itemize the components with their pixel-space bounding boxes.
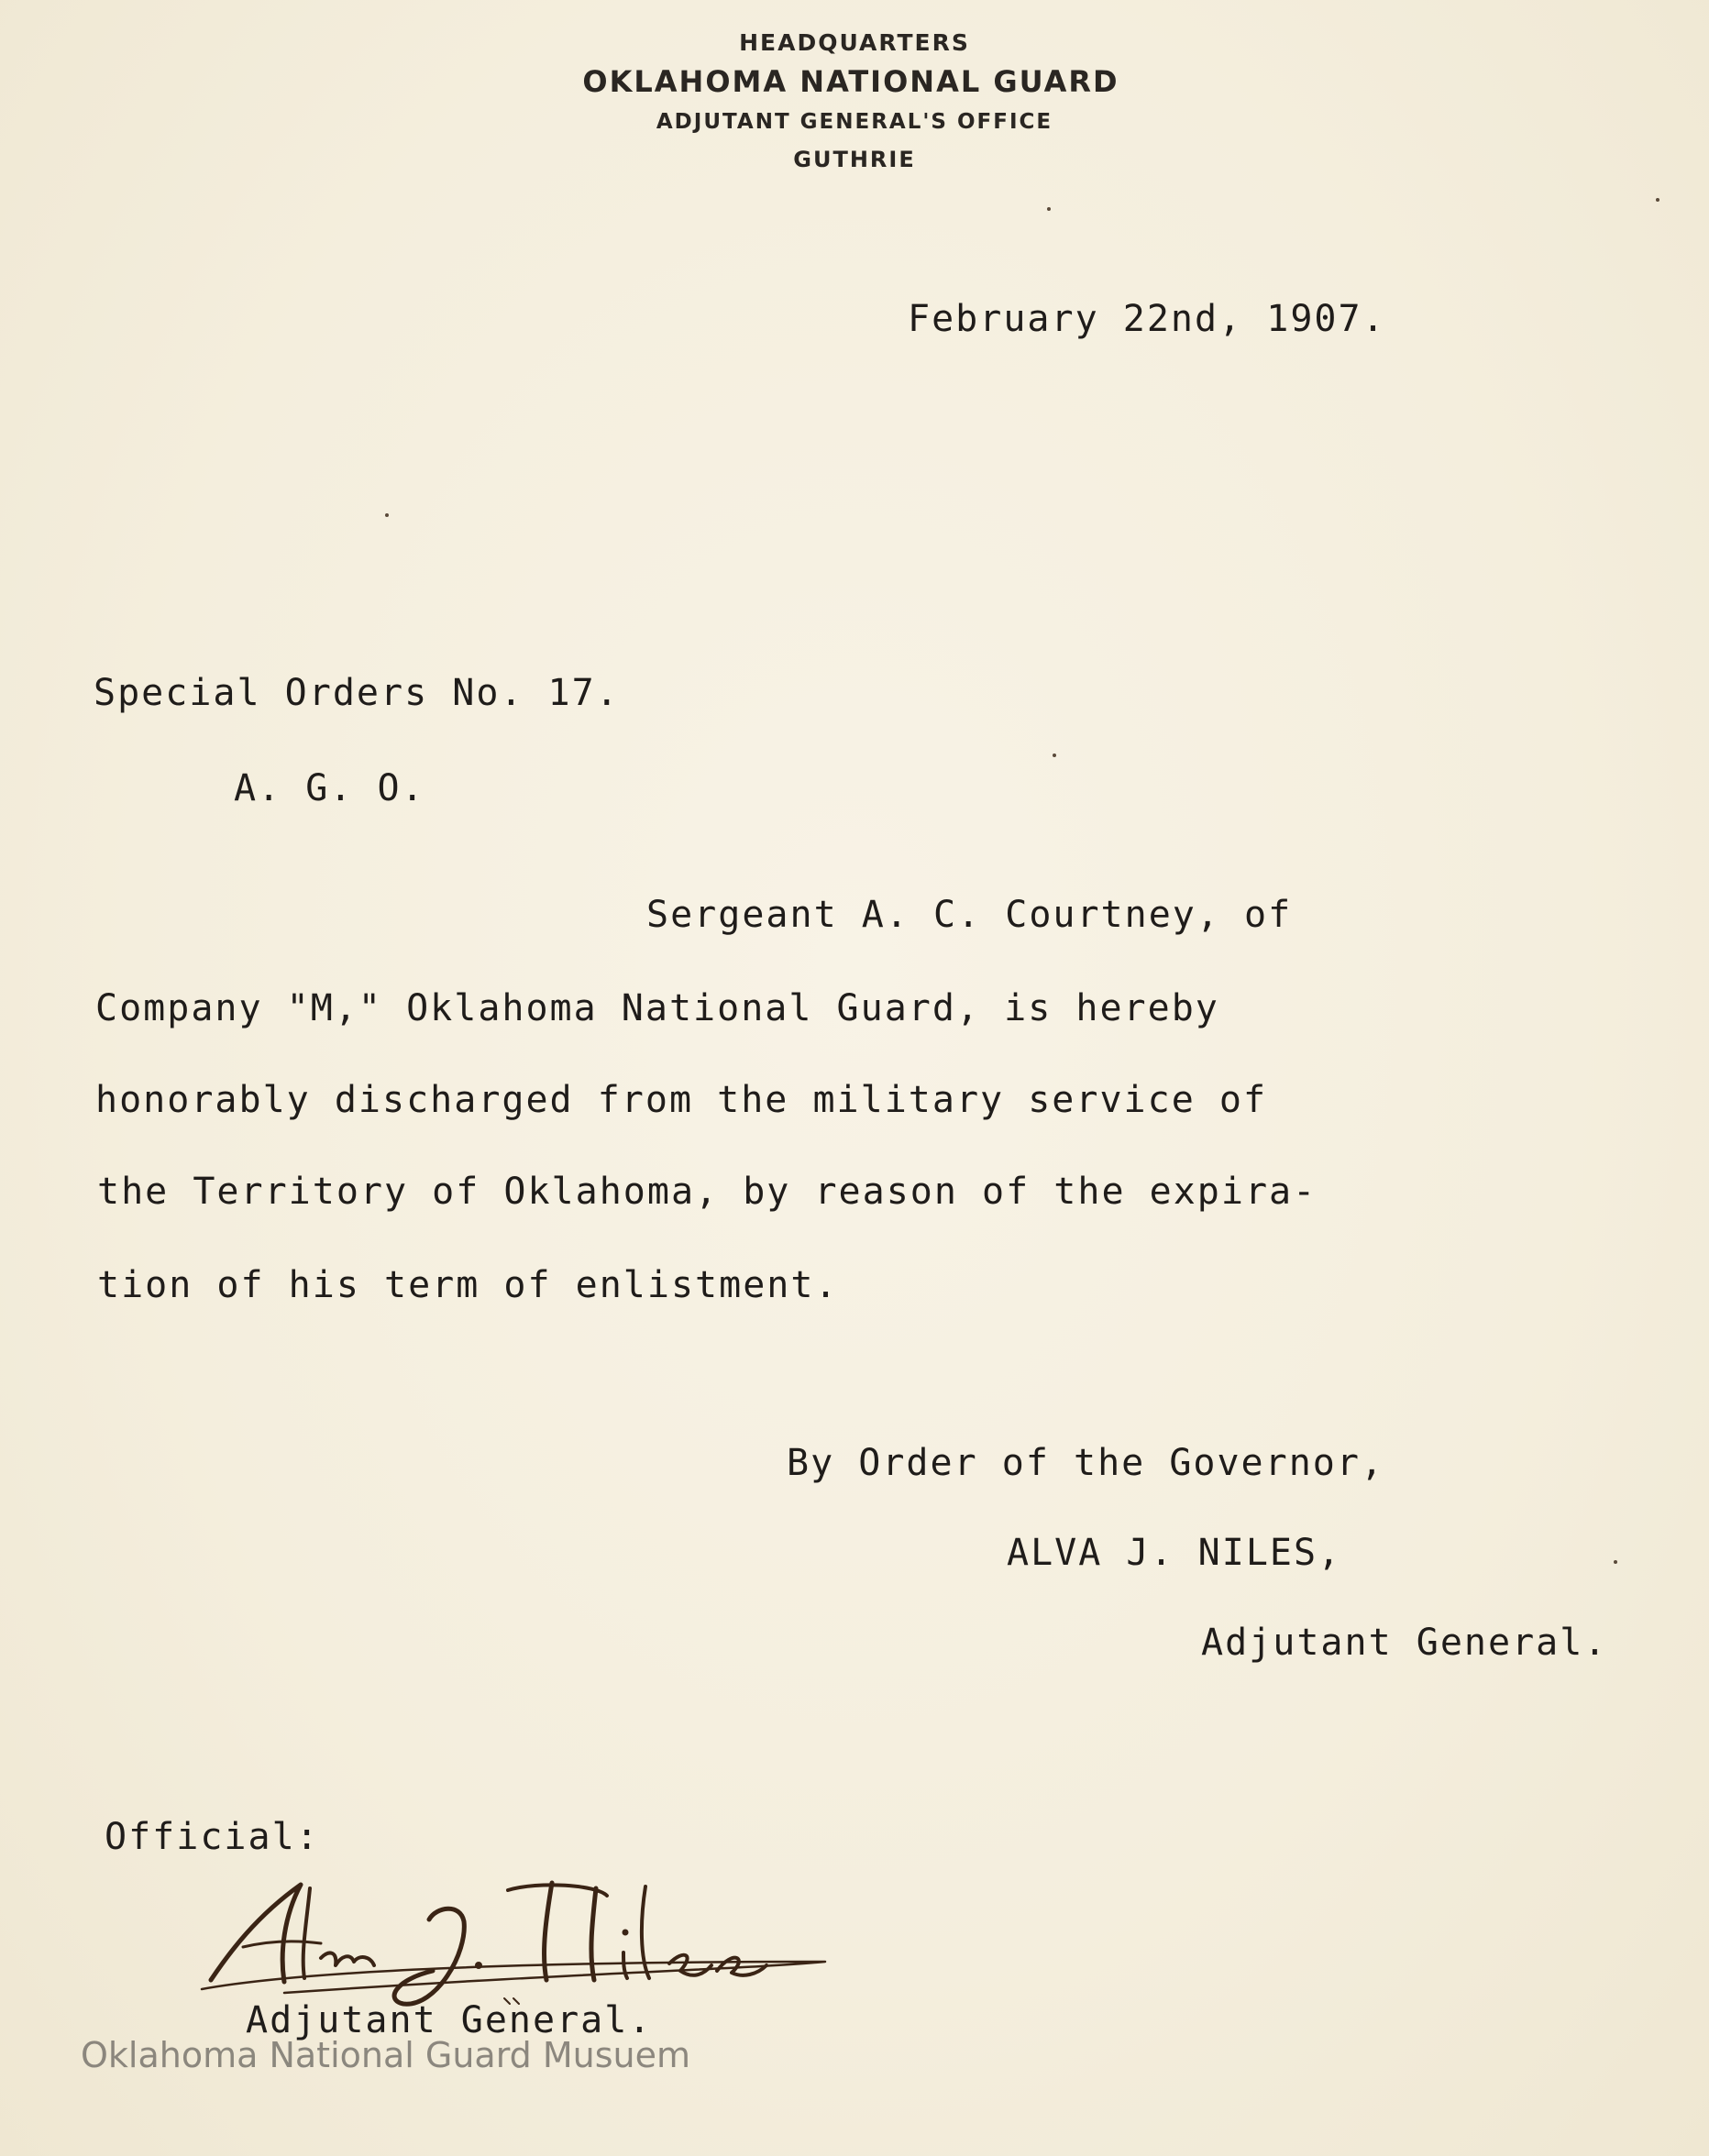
letterhead-office: ADJUTANT GENERAL'S OFFICE — [656, 110, 1053, 134]
official-title: Adjutant General. — [246, 1999, 653, 2041]
letterhead-organization: OKLAHOMA NATIONAL GUARD — [582, 64, 1119, 99]
body-line-4: the Territory of Oklahoma, by reason of the expira- — [97, 1171, 1318, 1213]
paper-speck — [1047, 207, 1051, 211]
order-title: Special Orders No. 17. — [94, 672, 620, 714]
closing-by-order: By Order of the Governor, — [787, 1442, 1385, 1484]
official-label: Official: — [105, 1816, 320, 1858]
letterhead-headquarters: HEADQUARTERS — [739, 29, 970, 56]
paper-speck — [1614, 1560, 1617, 1564]
paper-speck — [1656, 198, 1659, 202]
body-line-3: honorably discharged from the military service of — [95, 1079, 1268, 1121]
body-line-2: Company "M," Oklahoma National Guard, is hereby — [95, 987, 1219, 1029]
closing-title: Adjutant General. — [1201, 1622, 1608, 1664]
letterhead-city: GUTHRIE — [793, 147, 916, 172]
body-line-5: tion of his term of enlistment. — [97, 1264, 839, 1306]
paper-speck — [385, 513, 389, 517]
order-office: A. G. O. — [234, 767, 425, 809]
paper-speck — [1053, 754, 1056, 757]
museum-watermark: Oklahoma National Guard Musuem — [81, 2035, 691, 2075]
handwritten-signature — [193, 1870, 853, 2008]
closing-name: ALVA J. NILES, — [1007, 1532, 1342, 1574]
document-date: February 22nd, 1907. — [908, 298, 1386, 340]
body-line-1: Sergeant A. C. Courtney, of — [646, 894, 1293, 936]
